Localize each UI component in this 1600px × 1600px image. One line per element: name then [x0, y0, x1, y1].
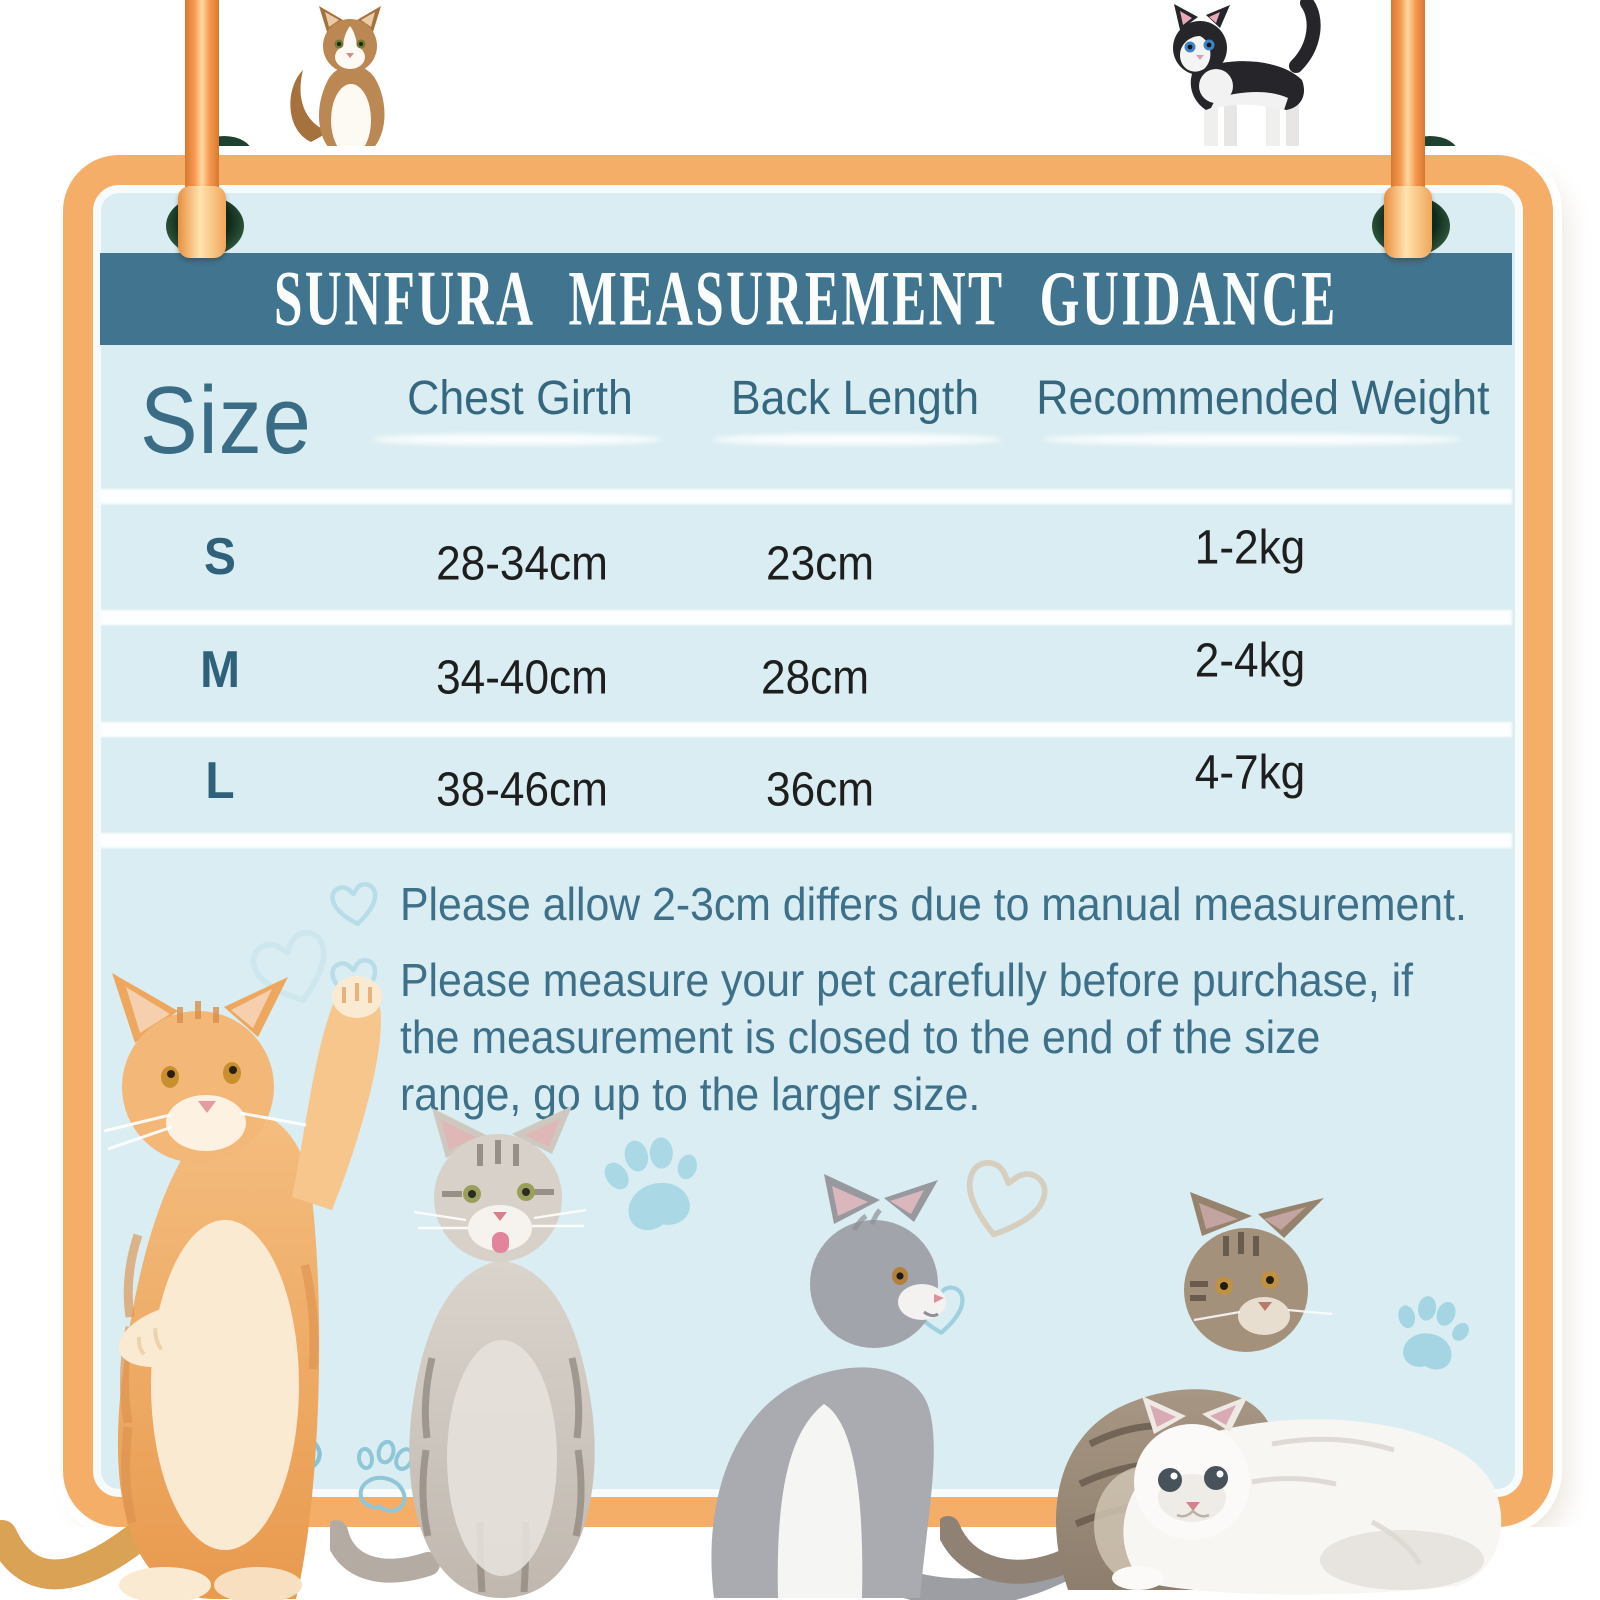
heart-outline-icon [325, 876, 385, 933]
cat-tail [948, 1528, 1068, 1572]
fluffy-brown-white-cat-illustration [283, 2, 418, 160]
strap-loop-right [1384, 186, 1432, 258]
poster-title: SUNFURA MEASUREMENT GUIDANCE [274, 255, 1338, 342]
row-divider [100, 489, 1512, 504]
note-measure-text: Please measure your pet carefully before purchase, if the measurement is closed to the end of the size range, go up to the larger size. [400, 954, 1414, 1120]
weight-cell-l: 4-7kg [1194, 746, 1306, 800]
cat-tail [2, 1535, 140, 1574]
header-underline [1042, 434, 1462, 445]
title-banner [100, 253, 1512, 345]
paw-print-icon [1384, 1282, 1478, 1379]
weight-cell-m: 2-4kg [1194, 634, 1306, 688]
row-divider [100, 610, 1512, 625]
raised-paw [292, 984, 381, 1210]
strap-loop-left [178, 186, 226, 258]
back-cell-s: 23cm [766, 537, 874, 591]
size-cell-l: L [205, 752, 235, 810]
chest-cell-s: 28-34cm [436, 537, 608, 591]
cat-tail [1296, 3, 1314, 66]
header-underline [712, 434, 1002, 445]
column-header-chest-girth: Chest Girth [407, 372, 633, 425]
chest-cell-l: 38-46cm [436, 763, 608, 817]
orange-cat-paw-raised [0, 935, 420, 1600]
row-divider [100, 833, 1512, 848]
note-allowance [328, 876, 1547, 933]
weight-cell-s: 1-2kg [1194, 521, 1306, 575]
header-underline [372, 434, 662, 445]
note-measure [328, 952, 1505, 1123]
back-cell-m: 28cm [761, 651, 869, 705]
chest-cell-m: 34-40cm [436, 651, 608, 705]
black-white-standing-cat-illustration [1158, 0, 1336, 160]
size-cell-s: S [204, 528, 236, 586]
white-cat-lying [1072, 1382, 1517, 1600]
column-header-size: Size [140, 367, 312, 474]
row-divider [100, 722, 1512, 737]
size-cell-m: M [200, 641, 240, 699]
note-allowance-text: Please allow 2-3cm differs due to manual measurement. [400, 878, 1467, 930]
cat-tongue [492, 1232, 509, 1253]
back-cell-l: 36cm [766, 763, 874, 817]
column-header-recommended-weight: Recommended Weight [1036, 372, 1490, 425]
column-header-back-length: Back Length [730, 372, 980, 425]
